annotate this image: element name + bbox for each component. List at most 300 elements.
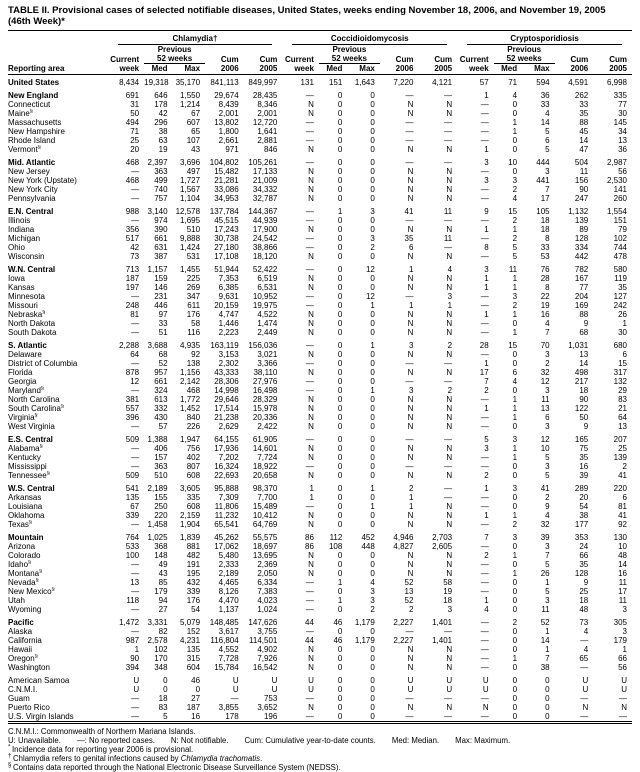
value-cell: 14: [579, 136, 589, 145]
value-cell: 2,605: [432, 542, 453, 551]
value-cell: 0: [337, 167, 343, 176]
value-cell: 363: [154, 462, 168, 471]
table-row: [8, 529, 632, 542]
value-cell: 0: [337, 274, 343, 283]
value-cell: 90: [130, 654, 140, 663]
value-cell: 16,498: [252, 386, 278, 395]
value-cell: 0: [163, 685, 168, 694]
value-cell: 34,332: [252, 185, 278, 194]
value-cell: 2: [545, 359, 550, 368]
value-cell: 262: [574, 91, 589, 100]
value-cell: N: [446, 176, 453, 185]
value-cell: —: [444, 435, 453, 444]
value-cell: N: [308, 350, 314, 359]
value-cell: N: [308, 368, 314, 377]
value-cell: 83: [618, 395, 627, 404]
value-cell: N: [308, 176, 314, 185]
value-cell: 0: [337, 502, 343, 511]
week-label: week: [108, 64, 145, 75]
value-cell: 1: [512, 118, 518, 127]
value-cell: 25: [579, 587, 589, 596]
value-cell: 8: [484, 243, 489, 252]
value-cell: 112: [329, 533, 343, 542]
value-cell: 406: [154, 444, 168, 453]
value-cell: 7,383: [257, 587, 278, 596]
value-cell: 1,643: [354, 78, 375, 87]
value-cell: 448: [361, 542, 375, 551]
value-cell: 7,202: [218, 453, 239, 462]
value-cell: 2: [545, 493, 550, 502]
value-cell: 1,179: [354, 636, 375, 645]
value-cell: 17,936: [214, 444, 239, 453]
value-cell: —: [480, 462, 489, 471]
value-cell: 0: [337, 587, 343, 596]
value-cell: U: [446, 685, 453, 694]
value-cell: —: [480, 560, 489, 569]
value-cell: 3: [370, 234, 375, 243]
value-cell: U: [308, 676, 314, 685]
value-cell: —: [305, 587, 314, 596]
reporting-area-cell: Virginia§: [8, 413, 38, 422]
value-cell: 2,189: [218, 569, 239, 578]
table-row: [8, 542, 632, 551]
table-row: [8, 627, 632, 636]
value-cell: 0: [337, 359, 343, 368]
value-cell: 0: [337, 265, 343, 274]
reporting-area-cell: Florida: [8, 368, 33, 377]
value-cell: 35: [579, 560, 589, 569]
value-cell: N: [446, 252, 453, 261]
table-row: [8, 502, 632, 511]
value-cell: 0: [370, 350, 375, 359]
value-cell: —: [131, 167, 140, 176]
value-cell: 324: [154, 386, 168, 395]
value-cell: 510: [154, 471, 168, 480]
value-cell: 2,050: [257, 569, 278, 578]
table-row: [8, 118, 632, 127]
value-cell: N: [446, 328, 453, 337]
value-cell: —: [131, 627, 140, 636]
value-cell: 0: [512, 350, 518, 359]
value-cell: N: [308, 569, 314, 578]
value-cell: 631: [154, 243, 168, 252]
value-cell: 2,001: [257, 109, 278, 118]
value-cell: 18: [540, 225, 550, 234]
reporting-area-cell: Hawaii: [8, 645, 33, 654]
value-cell: 44,939: [252, 216, 278, 225]
value-cell: 48: [579, 605, 589, 614]
value-cell: 64,769: [252, 520, 278, 529]
value-cell: 0: [337, 118, 343, 127]
reporting-area-cell: Kansas: [8, 283, 35, 292]
group-header-chlamydia: [108, 32, 283, 45]
value-cell: —: [480, 569, 489, 578]
value-cell: 77: [579, 283, 589, 292]
value-cell: 1: [512, 569, 518, 578]
reporting-area-cell: North Carolina: [8, 395, 60, 404]
value-cell: N: [308, 283, 314, 292]
value-cell: 1: [484, 283, 489, 292]
value-cell: 0: [370, 109, 375, 118]
value-cell: 19,975: [252, 301, 278, 310]
reporting-area-cell: District of Columbia: [8, 359, 78, 368]
value-cell: 0: [337, 453, 343, 462]
value-cell: 0: [337, 703, 343, 712]
value-cell: 12,578: [175, 207, 201, 216]
value-cell: 0: [337, 663, 343, 672]
value-cell: 20: [130, 145, 140, 154]
value-cell: N: [407, 225, 414, 234]
value-cell: —: [131, 587, 140, 596]
value-cell: 38: [540, 663, 550, 672]
value-cell: 65: [579, 654, 589, 663]
reporting-area-cell: Missouri: [8, 301, 38, 310]
value-cell: 2,629: [218, 422, 239, 431]
value-cell: 12: [365, 265, 375, 274]
value-cell: N: [407, 368, 414, 377]
value-cell: N: [407, 663, 414, 672]
reporting-area-cell: Michigan: [8, 234, 41, 243]
value-cell: 28,329: [252, 395, 278, 404]
value-cell: 178: [154, 100, 168, 109]
value-cell: —: [405, 292, 414, 301]
value-cell: 3: [447, 292, 453, 301]
value-cell: 64: [130, 350, 140, 359]
value-cell: 1: [409, 493, 414, 502]
value-cell: 0: [337, 462, 343, 471]
cum-label: Cum: [259, 54, 278, 64]
group-label: Coccidioidomycosis: [292, 34, 447, 45]
value-cell: 2: [370, 243, 375, 252]
cum-label: Cum: [609, 54, 627, 64]
value-cell: 36: [618, 145, 627, 154]
value-cell: 7: [545, 185, 550, 194]
value-cell: 21: [618, 404, 627, 413]
value-cell: 18,922: [252, 462, 278, 471]
value-cell: 18: [579, 386, 589, 395]
value-cell: N: [308, 185, 314, 194]
table-row: [8, 368, 632, 377]
value-cell: 3: [545, 167, 550, 176]
value-cell: 1,452: [180, 404, 201, 413]
value-cell: 88: [579, 118, 589, 127]
value-cell: —: [480, 234, 489, 243]
value-cell: N: [446, 167, 453, 176]
value-cell: 0: [370, 91, 375, 100]
value-cell: 148: [154, 551, 168, 560]
value-cell: 4,552: [218, 645, 239, 654]
value-cell: 957: [154, 368, 168, 377]
value-cell: 9: [583, 578, 589, 587]
table-row: [8, 431, 632, 444]
reporting-area-cell: U.S. Virgin Islands: [8, 712, 74, 721]
value-cell: 33: [540, 243, 550, 252]
value-cell: 0: [545, 676, 550, 685]
value-cell: 4: [370, 578, 375, 587]
value-cell: 1: [545, 627, 550, 636]
value-cell: 0: [545, 694, 550, 703]
value-cell: —: [405, 694, 414, 703]
value-cell: 499: [154, 176, 168, 185]
value-cell: 15,482: [214, 167, 239, 176]
table-row: [8, 703, 632, 712]
value-cell: 141: [613, 185, 627, 194]
value-cell: 356: [125, 225, 140, 234]
value-cell: N: [446, 310, 453, 319]
value-cell: 594: [536, 78, 550, 87]
value-cell: 3: [545, 596, 550, 605]
value-cell: 387: [154, 252, 168, 261]
previous-label: Previous: [507, 45, 542, 54]
value-cell: 452: [361, 533, 375, 542]
value-cell: 165: [574, 435, 589, 444]
value-cell: 1: [512, 274, 518, 283]
value-cell: —: [480, 542, 489, 551]
value-cell: 248: [125, 301, 140, 310]
value-cell: N: [446, 560, 453, 569]
value-cell: 85: [158, 578, 168, 587]
value-cell: 4,591: [568, 78, 589, 87]
value-cell: 3: [484, 265, 489, 274]
value-cell: N: [407, 185, 414, 194]
value-cell: 13,802: [214, 118, 239, 127]
value-cell: N: [446, 274, 453, 283]
value-cell: 51: [158, 328, 168, 337]
value-cell: 1: [545, 645, 550, 654]
reporting-area-cell: West Virginia: [8, 422, 55, 431]
value-cell: 0: [337, 712, 343, 721]
value-cell: N: [407, 422, 414, 431]
table-row: [8, 359, 632, 368]
value-cell: N: [407, 511, 414, 520]
value-cell: 0: [512, 422, 518, 431]
value-cell: N: [446, 395, 453, 404]
table-title: [8, 5, 632, 31]
value-cell: 18: [579, 596, 589, 605]
value-cell: 1: [484, 310, 489, 319]
value-cell: N: [446, 703, 453, 712]
table-row: [8, 685, 632, 694]
value-cell: 100: [125, 551, 140, 560]
value-cell: 2,333: [218, 560, 239, 569]
value-cell: 0: [337, 350, 343, 359]
value-cell: 146: [154, 283, 168, 292]
value-cell: 1: [484, 274, 489, 283]
value-cell: 102: [613, 234, 627, 243]
value-cell: 6: [512, 368, 518, 377]
value-cell: 79: [618, 225, 627, 234]
value-cell: 1,137: [218, 605, 239, 614]
value-cell: 680: [613, 341, 627, 350]
table-row: [8, 319, 632, 328]
value-cell: 468: [125, 176, 140, 185]
value-cell: 0: [337, 234, 343, 243]
value-cell: 2: [512, 618, 518, 627]
value-cell: 3,021: [257, 350, 278, 359]
value-cell: —: [480, 627, 489, 636]
value-cell: 442: [574, 252, 589, 261]
table-row: [8, 283, 632, 292]
value-cell: —: [405, 712, 414, 721]
value-cell: 0: [337, 444, 343, 453]
value-cell: 0: [545, 712, 550, 721]
value-cell: —: [305, 605, 314, 614]
reporting-area-cell: American Samoa: [8, 676, 70, 685]
legend-item: U: Unavailable.: [8, 736, 61, 745]
value-cell: —: [619, 694, 627, 703]
table-row: [8, 493, 632, 502]
value-cell: —: [480, 118, 489, 127]
table-row: [8, 422, 632, 431]
value-cell: 0: [512, 167, 518, 176]
value-cell: 0: [337, 225, 343, 234]
value-cell: N: [407, 194, 414, 203]
value-cell: 0: [337, 422, 343, 431]
value-cell: 1: [409, 265, 414, 274]
value-cell: N: [446, 225, 453, 234]
value-cell: 92: [191, 350, 201, 359]
value-cell: N: [308, 404, 314, 413]
value-cell: 41: [618, 471, 627, 480]
value-cell: 104,802: [209, 158, 239, 167]
value-cell: 3: [545, 422, 550, 431]
value-cell: —: [444, 462, 453, 471]
value-cell: N: [446, 453, 453, 462]
value-cell: 4,902: [257, 645, 278, 654]
value-cell: 90: [579, 185, 589, 194]
value-cell: 89: [579, 225, 589, 234]
value-cell: —: [305, 341, 314, 350]
value-cell: 167: [574, 274, 589, 283]
value-cell: —: [480, 636, 489, 645]
value-cell: 71: [508, 78, 518, 87]
value-cell: —: [480, 216, 489, 225]
value-cell: 0: [512, 145, 518, 154]
value-cell: 0: [370, 676, 375, 685]
value-cell: 132: [613, 377, 627, 386]
value-cell: N: [407, 569, 414, 578]
reporting-area-cell: New Jersey: [8, 167, 50, 176]
value-cell: 2: [512, 301, 518, 310]
value-cell: 1: [337, 596, 343, 605]
value-cell: —: [131, 359, 140, 368]
value-cell: 478: [613, 252, 627, 261]
value-cell: 0: [370, 453, 375, 462]
value-cell: —: [580, 694, 589, 703]
value-cell: 157: [154, 453, 168, 462]
value-cell: 68: [579, 328, 589, 337]
value-cell: 0: [337, 100, 343, 109]
value-cell: 156,036: [248, 341, 278, 350]
value-cell: 29,646: [214, 395, 239, 404]
cum-label: Cum: [220, 54, 239, 64]
table-row: [8, 109, 632, 118]
value-cell: N: [308, 453, 314, 462]
value-cell: 76: [540, 265, 550, 274]
value-cell: 2,227: [393, 636, 414, 645]
value-cell: 2: [484, 471, 489, 480]
value-cell: 0: [512, 136, 518, 145]
value-cell: 1: [447, 301, 453, 310]
value-cell: 305: [613, 618, 627, 627]
value-cell: 39: [540, 533, 550, 542]
value-cell: 1: [512, 225, 518, 234]
value-cell: 5,480: [218, 551, 239, 560]
reporting-area-cell: South Carolina§: [8, 404, 64, 413]
value-cell: 1: [484, 359, 489, 368]
year-2005-label: 2005: [418, 64, 457, 75]
value-cell: —: [480, 100, 489, 109]
value-cell: 35: [579, 453, 589, 462]
value-cell: 11,806: [214, 502, 239, 511]
value-cell: 35: [579, 109, 589, 118]
value-cell: 35,170: [175, 78, 201, 87]
value-cell: 0: [337, 395, 343, 404]
value-cell: —: [480, 413, 489, 422]
value-cell: 510: [186, 225, 201, 234]
value-cell: 0: [370, 654, 375, 663]
value-cell: 127: [613, 292, 627, 301]
footnote-line: * Incidence data for reporting year 2006 is provisional.: [8, 744, 194, 754]
reporting-area-cell: S. Atlantic: [8, 341, 47, 350]
value-cell: —: [131, 319, 140, 328]
value-cell: 58: [443, 578, 453, 587]
value-cell: 4,747: [218, 310, 239, 319]
value-cell: N: [308, 395, 314, 404]
reporting-area-cell: Illinois: [8, 216, 31, 225]
value-cell: 13: [579, 350, 589, 359]
value-cell: 18,697: [252, 542, 278, 551]
table-row: [8, 663, 632, 672]
value-cell: 2: [512, 520, 518, 529]
reporting-area-cell: Guam: [8, 694, 30, 703]
value-cell: 4: [512, 377, 518, 386]
value-cell: —: [305, 386, 314, 395]
value-cell: 145: [613, 118, 627, 127]
value-cell: 3: [370, 587, 375, 596]
value-cell: —: [131, 292, 140, 301]
value-cell: 1: [409, 301, 414, 310]
reporting-area-cell: E.S. Central: [8, 435, 53, 444]
value-cell: 3: [512, 176, 518, 185]
value-cell: 90: [579, 395, 589, 404]
value-cell: 21,009: [252, 176, 278, 185]
value-cell: 33,086: [214, 185, 239, 194]
value-cell: 197: [125, 283, 140, 292]
value-cell: N: [446, 654, 453, 663]
value-cell: 441: [536, 176, 550, 185]
value-cell: 81: [130, 310, 140, 319]
value-cell: 14: [618, 560, 627, 569]
value-cell: 497: [186, 167, 201, 176]
value-cell: 971: [225, 145, 239, 154]
value-cell: 58: [191, 319, 201, 328]
reporting-area-cell: Oklahoma: [8, 511, 45, 520]
value-cell: 4: [512, 194, 518, 203]
value-cell: 225: [186, 274, 201, 283]
value-cell: 1,446: [218, 319, 239, 328]
value-cell: —: [305, 234, 314, 243]
value-cell: 0: [337, 310, 343, 319]
value-cell: 0: [337, 694, 343, 703]
value-cell: 744: [613, 243, 627, 252]
value-cell: 14,601: [252, 444, 278, 453]
notifiable-diseases-table: [8, 32, 632, 724]
value-cell: 6: [545, 136, 550, 145]
value-cell: 226: [186, 422, 201, 431]
value-cell: 13,695: [252, 551, 278, 560]
value-cell: 368: [154, 542, 168, 551]
